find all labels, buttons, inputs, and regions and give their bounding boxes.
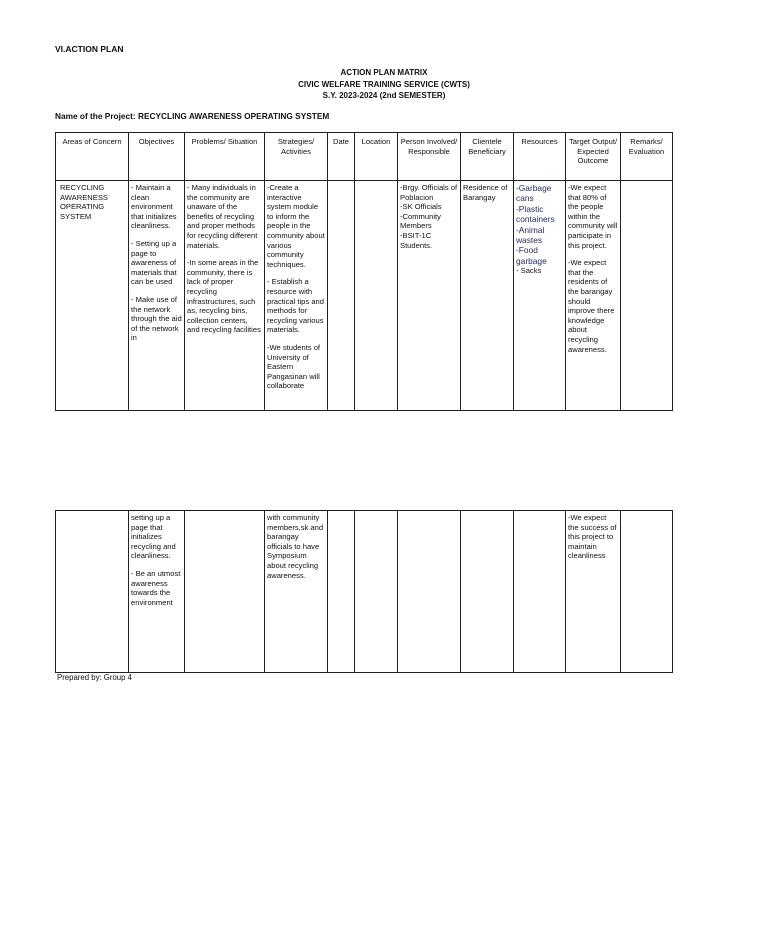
column-header: Problems/ Situation bbox=[185, 133, 265, 181]
objectives-cell bbox=[129, 181, 185, 411]
section-title: VI.ACTION PLAN bbox=[55, 44, 124, 54]
column-header: Target Output/ Expected Outcome bbox=[566, 133, 621, 181]
prepared-by: Prepared by: Group 4 bbox=[57, 673, 132, 682]
objectives-cell bbox=[129, 511, 185, 673]
location-cell bbox=[355, 181, 398, 411]
strategy-item: -Create a interactive system module to inform the people in the community about various community techniques. bbox=[267, 183, 325, 269]
area-of-concern-cell: RECYCLING AWARENESS OPERATING SYSTEM bbox=[56, 181, 129, 411]
target-item: -We expect that 80% of the people within the community will participate in this project. bbox=[568, 183, 618, 250]
project-name: Name of the Project: RECYCLING AWARENESS OPERATING SYSTEM bbox=[55, 111, 330, 121]
objective-item: setting up a page that initializes recycling and cleanliness. bbox=[131, 513, 176, 561]
resource-item: -Food garbage bbox=[516, 245, 547, 266]
objective-item: - Be an utmost awareness towards the environment bbox=[131, 568, 181, 607]
problem-item: - Many individuals in the community are unaware of the benefits of recycling and proper methods for recycling different materials. bbox=[187, 183, 258, 250]
strategy-item: -We students of University of Eastern Pangasinan will collaborate bbox=[267, 342, 321, 391]
problems-cell bbox=[185, 511, 265, 673]
column-header: Objectives bbox=[129, 133, 185, 181]
target-item: -We expect that the residents of the barangay should improve there knowledge about recycling awareness. bbox=[568, 258, 615, 354]
problem-item: -In some areas in the community, there is lack of proper recycling infrastructures, such as, recycling bins, collection centers, and recycling facilities bbox=[187, 258, 261, 335]
table-row bbox=[56, 511, 673, 673]
table-row bbox=[56, 181, 673, 411]
heading-line-1: ACTION PLAN MATRIX bbox=[340, 68, 428, 77]
target-output-cell: -We expect the success of this project to maintain cleanliness bbox=[566, 511, 621, 673]
date-cell bbox=[328, 511, 355, 673]
strategies-cell bbox=[265, 181, 328, 411]
objective-item: - Setting up a page to awareness of materials that can be used bbox=[131, 238, 177, 287]
column-header: Resources bbox=[514, 133, 566, 181]
column-header: Strategies/ Activities bbox=[265, 133, 328, 181]
remarks-cell bbox=[621, 181, 673, 411]
person-item: -Community Members bbox=[400, 211, 441, 231]
action-plan-table-page-1 bbox=[55, 132, 673, 411]
action-plan-table-page-2 bbox=[55, 510, 673, 673]
persons-involved-cell bbox=[398, 181, 461, 411]
heading-line-2: CIVIC WELFARE TRAINING SERVICE (CWTS) bbox=[298, 79, 470, 89]
resource-item: -Animal wastes bbox=[516, 224, 545, 246]
heading-line-3: S.Y. 2023-2024 (2nd SEMESTER) bbox=[322, 91, 446, 100]
objective-item: - Maintain a clean environment that initializes cleanliness. bbox=[131, 183, 177, 231]
resource-item: -Plastic containers bbox=[516, 203, 555, 225]
clientele-cell bbox=[461, 511, 514, 673]
strategies-cell: with community members,sk and barangay officials to have Symposium about recycling awareness. bbox=[265, 511, 328, 673]
column-header: Clientele Beneficiary bbox=[461, 133, 514, 181]
strategy-item: - Establish a resource with practical tips and methods for recycling various materials. bbox=[267, 277, 324, 335]
person-item: -Brgy. Officials of Poblacion bbox=[400, 183, 458, 202]
resource-item: - Sacks bbox=[516, 266, 542, 276]
column-header: Remarks/ Evaluation bbox=[621, 133, 673, 181]
resources-cell bbox=[514, 511, 566, 673]
column-header: Person Involved/ Responsible bbox=[398, 133, 461, 181]
location-cell bbox=[355, 511, 398, 673]
table-header-row bbox=[56, 133, 673, 181]
clientele-cell: Residence of Barangay bbox=[461, 181, 514, 411]
person-item: -BSIT-1C Students. bbox=[400, 230, 433, 250]
column-header: Location bbox=[355, 133, 398, 181]
area-of-concern-cell bbox=[56, 511, 129, 673]
persons-involved-cell bbox=[398, 511, 461, 673]
resources-cell bbox=[514, 181, 566, 411]
objective-item: - Make use of the network through the aid of the network in bbox=[131, 294, 182, 343]
person-item: -SK Officials bbox=[400, 202, 442, 212]
column-header: Areas of Concern bbox=[56, 133, 129, 181]
document-heading bbox=[0, 67, 768, 102]
date-cell bbox=[328, 181, 355, 411]
column-header: Date bbox=[328, 133, 355, 181]
problems-cell bbox=[185, 181, 265, 411]
target-output-cell bbox=[566, 181, 621, 411]
remarks-cell bbox=[621, 511, 673, 673]
resource-item: -Garbage cans bbox=[516, 183, 552, 204]
